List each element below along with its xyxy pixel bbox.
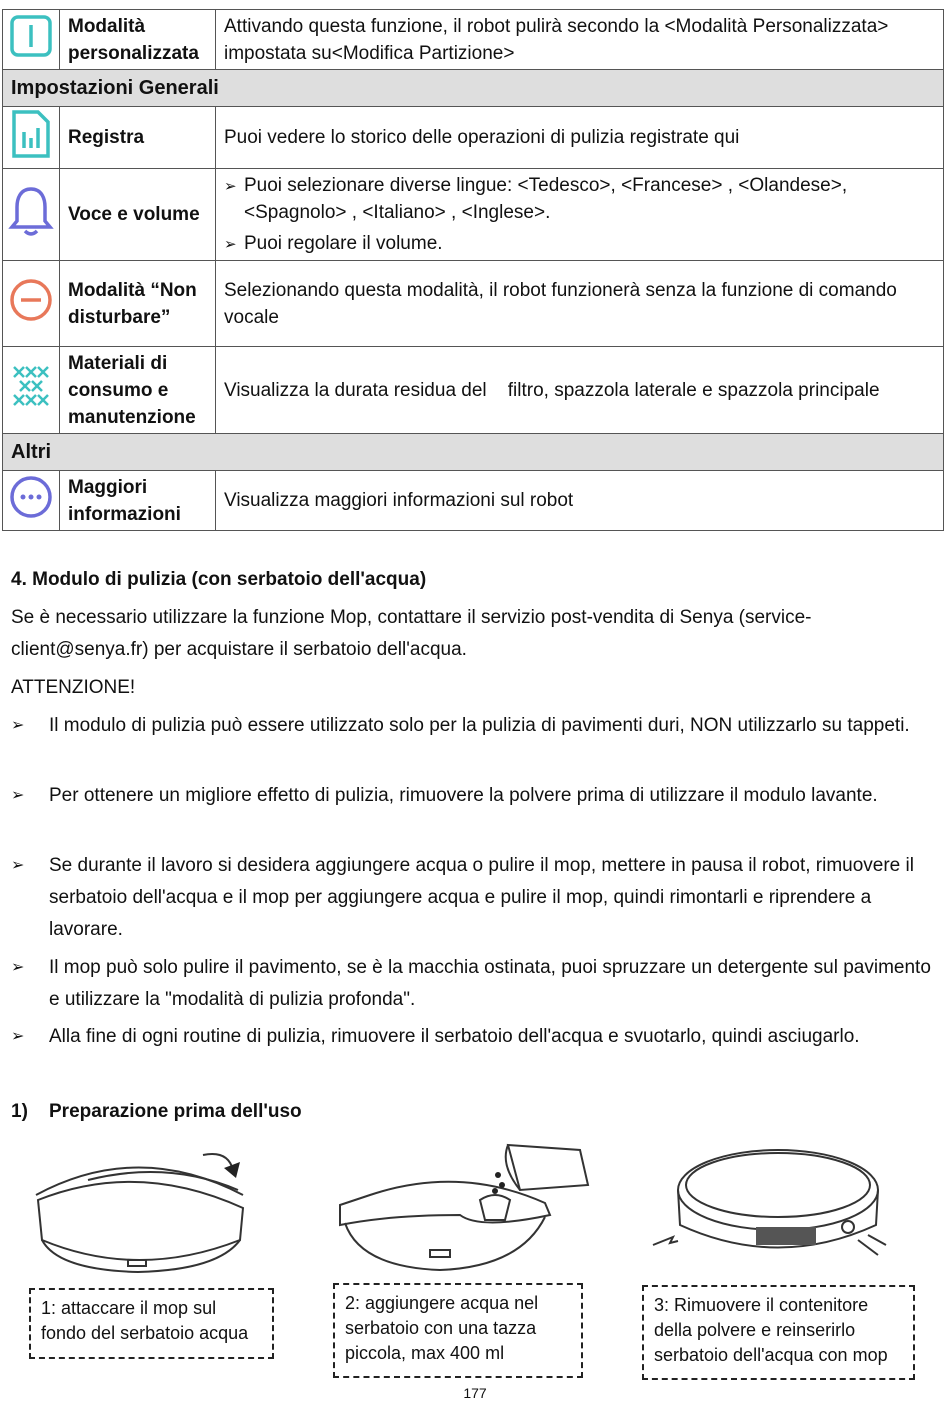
row-description: Selezionando questa modalità, il robot funzionerà senza la funzione di comando vocale (216, 261, 944, 347)
list-item: ➢ Il modulo di pulizia può essere utilizzato solo per la pulizia di pavimenti duri, NON utilizzarlo su tappeti. (11, 710, 936, 742)
arrow-bullet-icon: ➢ (11, 1028, 25, 1045)
settings-table (2, 9, 944, 531)
section-header (3, 70, 944, 107)
arrow-bullet-icon: ➢ (11, 959, 25, 976)
more-icon (3, 471, 60, 531)
intro-paragraph: Se è necessario utilizzare la funzione Mop, contattare il servizio post-vendita di Senya (service-client@senya.fr) per acquistare il serbatoio dell'acqua. (11, 607, 812, 660)
robot-vacuum-illustration (648, 1145, 888, 1275)
table-row (3, 347, 944, 434)
consumables-icon (3, 347, 60, 434)
row-name: Registra (60, 107, 216, 169)
section-title: 4. Modulo di pulizia (con serbatoio dell'acqua) (11, 569, 427, 590)
arrow-bullet-icon: ➢ (11, 717, 25, 734)
table-row (3, 169, 944, 261)
caption-box: 2: aggiungere acqua nel serbatoio con una tazza piccola, max 400 ml (333, 1283, 583, 1378)
table-row (3, 261, 944, 347)
row-description: Visualizza maggiori informazioni sul robot (216, 471, 944, 531)
table-row (3, 10, 944, 70)
caption-box: 1: attaccare il mop sul fondo del serbatoio acqua (29, 1288, 274, 1359)
list-item: ➢ Il mop può solo pulire il pavimento, se è la macchia ostinata, puoi spruzzare un detergente sul pavimento e utilizzare la "modalità di pulizia profonda". (11, 952, 936, 1016)
section-header (3, 434, 944, 471)
row-description: Attivando questa funzione, il robot pulirà secondo la <Modalità Personalizzata> impostata su<Modifica Partizione> (216, 10, 944, 70)
arrow-bullet-icon: ➢ (224, 177, 237, 195)
subsection-title: 1) Preparazione prima dell'uso (11, 1101, 302, 1122)
page-number: 177 (463, 1385, 487, 1401)
do-not-disturb-icon (3, 261, 60, 347)
custom-mode-icon (3, 10, 60, 70)
water-tank-mop-illustration (28, 1140, 258, 1280)
list-item: ➢ Puoi selezionare diverse lingue: <Tedesco>, <Francese> , <Olandese>, <Spagnolo> , <Italiano> , <Inglese>. (224, 172, 935, 226)
section-other-label: Altri (3, 434, 944, 471)
row-description: Puoi vedere lo storico delle operazioni di pulizia registrate qui (216, 107, 944, 169)
list-item: ➢ Per ottenere un migliore effetto di pulizia, rimuovere la polvere prima di utilizzare il modulo lavante. (11, 780, 936, 812)
arrow-bullet-icon: ➢ (11, 857, 25, 874)
table-row (3, 471, 944, 531)
row-name: Modalità “Non disturbare” (60, 261, 216, 347)
row-name: Materiali di consumo e manutenzione (60, 347, 216, 434)
report-chart-icon (3, 107, 60, 169)
arrow-bullet-icon: ➢ (224, 235, 237, 253)
bell-icon (3, 169, 60, 261)
arrow-bullet-icon: ➢ (11, 787, 25, 804)
table-row (3, 107, 944, 169)
row-description (216, 169, 944, 261)
section-general-label: Impostazioni Generali (3, 70, 944, 107)
row-name: Maggiori informazioni (60, 471, 216, 531)
list-item: ➢ Se durante il lavoro si desidera aggiungere acqua o pulire il mop, mettere in pausa il robot, rimuovere il serbatoio dell'acqua e il mop per aggiungere acqua e pulire il mop, quindi rimontarli e riprendere a lavorare. (11, 850, 936, 946)
caption-box: 3: Rimuovere il contenitore della polvere e reinserirlo serbatoio dell'acqua con mop (642, 1285, 915, 1380)
list-item: ➢ Alla fine di ogni routine di pulizia, rimuovere il serbatoio dell'acqua e svuotarlo, quindi asciugarlo. (11, 1021, 936, 1053)
warning-label: ATTENZIONE! (11, 677, 136, 698)
row-name: Voce e volume (60, 169, 216, 261)
list-item: ➢ Puoi regolare il volume. (224, 230, 935, 258)
row-description: Visualizza la durata residua del filtro, spazzola laterale e spazzola principale (216, 347, 944, 434)
water-filling-illustration (330, 1135, 600, 1275)
row-name: Modalità personalizzata (60, 10, 216, 70)
